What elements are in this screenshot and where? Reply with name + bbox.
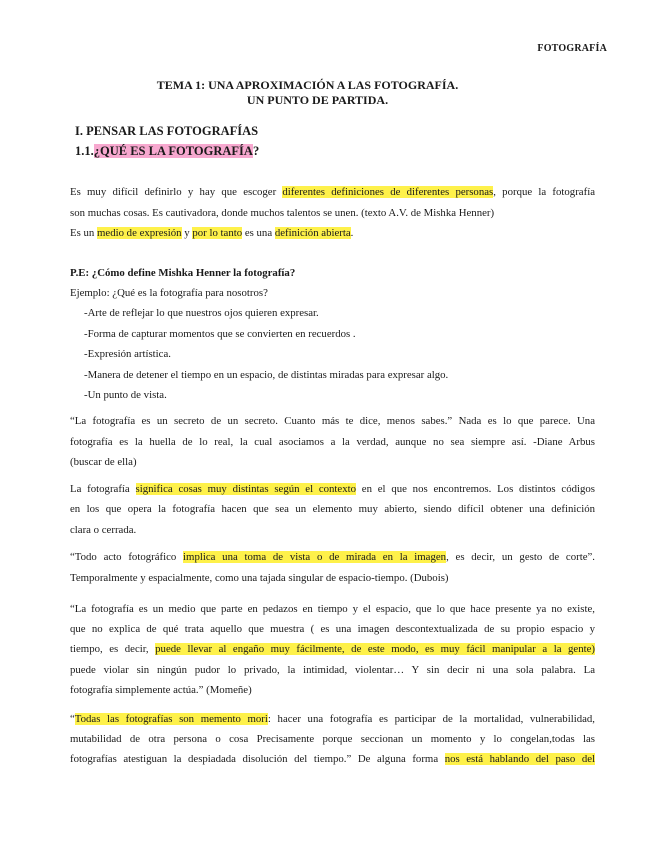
list-item: -Un punto de vista. <box>84 389 167 401</box>
list-item: -Arte de reflejar lo que nuestros ojos quieren expresar. <box>84 307 319 319</box>
text: en el que nos encontremos. Los distintos códigos <box>356 483 595 495</box>
highlight: significa cosas muy distintas según el contexto <box>135 483 357 495</box>
highlight: implica una toma de vista o de mirada en la imagen <box>183 551 447 563</box>
title-line-1: TEMA 1: UNA APROXIMACIÓN A LAS FOTOGRAFÍA. <box>156 78 459 92</box>
list-item: -Forma de capturar momentos que se convierten en recuerdos . <box>84 328 356 340</box>
paragraph-2-line-2: en los que opera la fotografía hacen que sea un elemento muy abierto, siendo difícil obtener una definición <box>70 503 595 515</box>
subsection-heading <box>75 144 259 159</box>
text: : hacer una fotografía es participar de la mortalidad, vulnerabilidad, <box>267 713 595 725</box>
text: y <box>181 227 193 239</box>
document-title <box>0 78 655 108</box>
text: . <box>350 227 354 239</box>
highlight: por lo tanto <box>192 227 243 239</box>
text: tiempo, es decir, <box>70 643 156 655</box>
text: es una <box>242 227 275 239</box>
quote-2-line-1 <box>70 550 595 564</box>
quote-3-line-5: fotografía simplemente actúa.” (Momeñe) <box>70 684 252 696</box>
running-header: FOTOGRAFÍA <box>537 43 607 54</box>
title-line-2: UN PUNTO DE PARTIDA. <box>246 93 389 107</box>
text: , porque la fotografía <box>493 186 595 198</box>
paragraph-1-line-1 <box>70 185 595 199</box>
list-item: -Manera de detener el tiempo en un espacio, de distintas miradas para expresar algo. <box>84 369 449 381</box>
subsection-title-highlight: ¿QUÉ ES LA FOTOGRAFÍA <box>93 144 253 158</box>
paragraph-1-line-2: son muchas cosas. Es cautivadora, donde muchos talentos se unen. (texto A.V. de Mishka Henner) <box>70 207 495 219</box>
section-heading: I. PENSAR LAS FOTOGRAFÍAS <box>75 124 259 138</box>
subsection-suffix: ? <box>252 144 260 158</box>
quote-4-line-1 <box>70 712 595 726</box>
quote-3-line-1: “La fotografía es un medio que parte en pedazos en tiempo y el espacio, que lo que hace presente ya no existe, <box>70 603 595 615</box>
text: Es un <box>70 227 97 239</box>
highlight: nos está hablando del paso del <box>444 753 596 765</box>
highlight: puede llevar al engaño muy fácilmente, de este modo, es muy fácil manipular a la gente) <box>155 643 596 655</box>
quote-3-line-4: puede violar sin ningún pudor lo privado, la intimidad, violentar… Y sin decir ni una sola palabra. La <box>70 664 595 676</box>
quote-3-line-3 <box>70 642 595 656</box>
quote-1-line-2: fotografía es la huella de lo real, la cual asociamos a la verdad, aunque no sea siempre así. -Diane Arbus <box>70 436 595 448</box>
text: “ <box>70 713 75 725</box>
quote-2-line-2: Temporalmente y espacialmente, como una tajada singular de espacio-tiempo. (Dubois) <box>70 572 449 584</box>
example-line: Ejemplo: ¿Qué es la fotografía para nosotros? <box>70 287 268 299</box>
highlight: Todas las fotografías son memento mori <box>74 713 268 725</box>
paragraph-2-line-3: clara o cerrada. <box>70 524 137 536</box>
subsection-number: 1.1. <box>75 144 94 158</box>
quote-3-line-2: que no explica de qué trata aquello que muestra ( es una imagen descontextualizada de su propio espacio y <box>70 623 595 635</box>
text: , es decir, un gesto de corte”. <box>446 551 595 563</box>
highlight: medio de expresión <box>97 227 182 239</box>
quote-4-line-2: mutabilidad de otra persona o cosa Precisamente porque seccionan un momento y lo congelan,todas las <box>70 733 595 745</box>
quote-4-line-3 <box>70 752 595 766</box>
paragraph-1-line-3 <box>70 226 595 240</box>
text: “Todo acto fotográfico <box>70 551 184 563</box>
highlight: definición abierta <box>274 227 351 239</box>
highlight: diferentes definiciones de diferentes personas <box>282 186 494 198</box>
text: Es muy difícil definirlo y hay que escoger <box>70 186 283 198</box>
text: La fotografía <box>70 483 136 495</box>
list-item: -Expresión artística. <box>84 348 171 360</box>
text: fotografías atestiguan la despiadada disolución del tiempo.” De alguna forma <box>70 753 445 765</box>
quote-1-line-1: “La fotografía es un secreto de un secreto. Cuanto más te dice, menos sabes.” Nada es lo que parece. Una <box>70 415 595 427</box>
paragraph-2-line-1 <box>70 482 595 496</box>
pe-heading: P.E: ¿Cómo define Mishka Henner la fotografía? <box>70 267 296 279</box>
quote-1-line-3: (buscar de ella) <box>70 456 137 468</box>
